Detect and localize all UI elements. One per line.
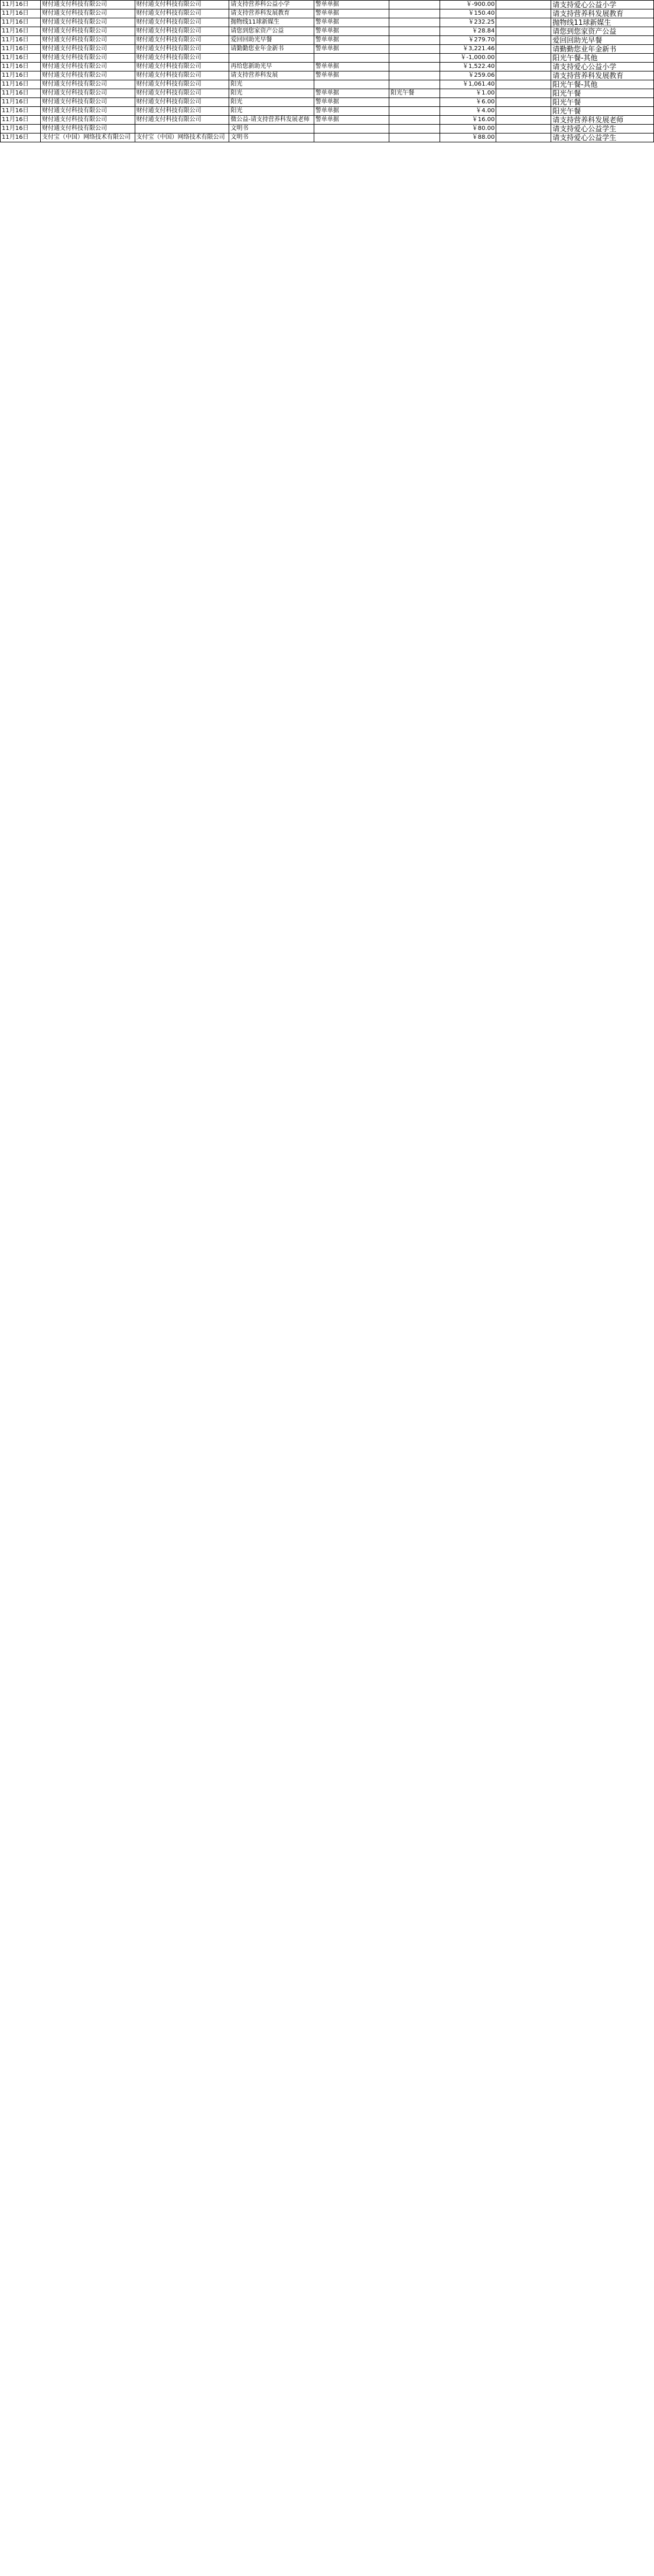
amount-cell: ￥80.00 [440, 125, 496, 133]
purpose-cell: 文明书 [229, 125, 314, 133]
project-cell: 请支持爱心公益学生 [551, 133, 654, 142]
project-cell: 请支持营养科发展老师 [551, 116, 654, 125]
amount-cell: ￥88.00 [440, 133, 496, 142]
table-row [1, 63, 654, 71]
counterparty-cell: 财付通支付科技有限公司 [135, 36, 229, 45]
amount-cell: ￥1,522.40 [440, 63, 496, 71]
counterparty-cell: 财付通支付科技有限公司 [135, 1, 229, 9]
amount-cell: ￥28.84 [440, 27, 496, 36]
extra-cell [496, 133, 551, 142]
donor-cell: 财付通支付科技有限公司 [40, 54, 135, 63]
table-row [1, 133, 654, 142]
donation-ledger-table [0, 0, 654, 142]
purpose-cell: 请支持营养科发展 [229, 71, 314, 80]
project-cell: 请您到您家资产公益 [551, 27, 654, 36]
project-cell: 请支持营养科发展教育 [551, 9, 654, 18]
flag-cell [389, 1, 440, 9]
table-row [1, 54, 654, 63]
flag-cell [389, 18, 440, 27]
table-row [1, 9, 654, 18]
table-row [1, 1, 654, 9]
amount-cell: ￥4.00 [440, 107, 496, 116]
channel-cell: 警单单据 [314, 1, 389, 9]
amount-cell: ￥1.00 [440, 89, 496, 98]
date-cell: 11月16日 [1, 98, 41, 107]
channel-cell: 警单单据 [314, 45, 389, 54]
date-cell: 11月16日 [1, 45, 41, 54]
date-cell: 11月16日 [1, 107, 41, 116]
donor-cell: 财付通支付科技有限公司 [40, 63, 135, 71]
counterparty-cell: 财付通支付科技有限公司 [135, 107, 229, 116]
amount-cell: ￥232.25 [440, 18, 496, 27]
project-cell: 阳光午餐-其他 [551, 80, 654, 89]
extra-cell [496, 18, 551, 27]
table-row [1, 18, 654, 27]
extra-cell [496, 1, 551, 9]
project-cell: 爱回回助光早餐 [551, 36, 654, 45]
project-cell: 阳光午餐 [551, 107, 654, 116]
counterparty-cell: 财付通支付科技有限公司 [135, 45, 229, 54]
date-cell: 11月16日 [1, 54, 41, 63]
purpose-cell [229, 54, 314, 63]
flag-cell [389, 9, 440, 18]
flag-cell [389, 54, 440, 63]
date-cell: 11月16日 [1, 89, 41, 98]
donor-cell: 财付通支付科技有限公司 [40, 45, 135, 54]
purpose-cell: 抛物线11球新媒生 [229, 18, 314, 27]
extra-cell [496, 107, 551, 116]
date-cell: 11月16日 [1, 125, 41, 133]
purpose-cell: 微公益-请支持营养科发展老师 [229, 116, 314, 125]
project-cell: 抛物线11球新媒生 [551, 18, 654, 27]
channel-cell: 警单单据 [314, 116, 389, 125]
date-cell: 11月16日 [1, 133, 41, 142]
purpose-cell: 请支持营养科公益小学 [229, 1, 314, 9]
donor-cell: 财付通支付科技有限公司 [40, 36, 135, 45]
donor-cell: 财付通支付科技有限公司 [40, 125, 135, 133]
donor-cell: 财付通支付科技有限公司 [40, 18, 135, 27]
channel-cell: 警单单据 [314, 9, 389, 18]
purpose-cell: 阳光 [229, 89, 314, 98]
amount-cell: ￥259.06 [440, 71, 496, 80]
purpose-cell: 阳光 [229, 80, 314, 89]
extra-cell [496, 45, 551, 54]
channel-cell: 警单单据 [314, 36, 389, 45]
flag-cell: 阳光午餐 [389, 89, 440, 98]
channel-cell: 警单单据 [314, 63, 389, 71]
date-cell: 11月16日 [1, 27, 41, 36]
date-cell: 11月16日 [1, 80, 41, 89]
channel-cell [314, 133, 389, 142]
table-row [1, 116, 654, 125]
table-row [1, 98, 654, 107]
flag-cell [389, 71, 440, 80]
channel-cell: 警单单据 [314, 27, 389, 36]
project-cell: 阳光午餐 [551, 89, 654, 98]
date-cell: 11月16日 [1, 71, 41, 80]
table-row [1, 27, 654, 36]
channel-cell: 警单单据 [314, 71, 389, 80]
table-row [1, 71, 654, 80]
amount-cell: ￥1,061.40 [440, 80, 496, 89]
amount-cell: ￥-1,000.00 [440, 54, 496, 63]
purpose-cell: 再给您新助光早 [229, 63, 314, 71]
flag-cell [389, 63, 440, 71]
donor-cell: 财付通支付科技有限公司 [40, 98, 135, 107]
channel-cell: 警单单据 [314, 18, 389, 27]
counterparty-cell: 财付通支付科技有限公司 [135, 9, 229, 18]
flag-cell [389, 45, 440, 54]
counterparty-cell: 财付通支付科技有限公司 [135, 18, 229, 27]
purpose-cell: 请支持营养科发展教育 [229, 9, 314, 18]
counterparty-cell [135, 125, 229, 133]
flag-cell [389, 133, 440, 142]
extra-cell [496, 54, 551, 63]
donor-cell: 财付通支付科技有限公司 [40, 107, 135, 116]
flag-cell [389, 80, 440, 89]
purpose-cell: 请您到您家资产公益 [229, 27, 314, 36]
purpose-cell: 阳光 [229, 98, 314, 107]
date-cell: 11月16日 [1, 1, 41, 9]
flag-cell [389, 98, 440, 107]
donor-cell: 财付通支付科技有限公司 [40, 27, 135, 36]
donor-cell: 财付通支付科技有限公司 [40, 89, 135, 98]
table-row [1, 89, 654, 98]
channel-cell: 警单单据 [314, 89, 389, 98]
date-cell: 11月16日 [1, 36, 41, 45]
table-row [1, 36, 654, 45]
date-cell: 11月16日 [1, 63, 41, 71]
flag-cell [389, 107, 440, 116]
extra-cell [496, 98, 551, 107]
channel-cell [314, 54, 389, 63]
project-cell: 请支持营养科发展教育 [551, 71, 654, 80]
purpose-cell: 爱回回助光早餐 [229, 36, 314, 45]
donor-cell: 财付通支付科技有限公司 [40, 116, 135, 125]
donor-cell: 支付宝（中国）网络技术有限公司 [40, 133, 135, 142]
project-cell: 请支持爱心公益学生 [551, 125, 654, 133]
flag-cell [389, 125, 440, 133]
counterparty-cell: 财付通支付科技有限公司 [135, 54, 229, 63]
purpose-cell: 阳光 [229, 107, 314, 116]
amount-cell: ￥150.40 [440, 9, 496, 18]
flag-cell [389, 116, 440, 125]
table-row [1, 45, 654, 54]
counterparty-cell: 财付通支付科技有限公司 [135, 27, 229, 36]
donor-cell: 财付通支付科技有限公司 [40, 1, 135, 9]
extra-cell [496, 125, 551, 133]
extra-cell [496, 27, 551, 36]
extra-cell [496, 63, 551, 71]
flag-cell [389, 27, 440, 36]
date-cell: 11月16日 [1, 116, 41, 125]
channel-cell: 警单单据 [314, 98, 389, 107]
amount-cell: ￥3,221.46 [440, 45, 496, 54]
extra-cell [496, 36, 551, 45]
project-cell: 阳光午餐-其他 [551, 54, 654, 63]
amount-cell: ￥16.00 [440, 116, 496, 125]
donor-cell: 财付通支付科技有限公司 [40, 80, 135, 89]
project-cell: 请勤勤您业年金新书 [551, 45, 654, 54]
table-row [1, 107, 654, 116]
extra-cell [496, 71, 551, 80]
donation-ledger-sheet [0, 0, 654, 142]
counterparty-cell: 财付通支付科技有限公司 [135, 71, 229, 80]
project-cell: 阳光午餐 [551, 98, 654, 107]
table-row [1, 125, 654, 133]
donor-cell: 财付通支付科技有限公司 [40, 9, 135, 18]
date-cell: 11月16日 [1, 9, 41, 18]
channel-cell: 警单单据 [314, 107, 389, 116]
amount-cell: ￥-900.00 [440, 1, 496, 9]
ledger-body [1, 1, 654, 142]
channel-cell [314, 125, 389, 133]
channel-cell [314, 80, 389, 89]
counterparty-cell: 财付通支付科技有限公司 [135, 89, 229, 98]
extra-cell [496, 89, 551, 98]
counterparty-cell: 财付通支付科技有限公司 [135, 63, 229, 71]
project-cell: 请支持爱心公益小学 [551, 63, 654, 71]
table-row [1, 80, 654, 89]
extra-cell [496, 9, 551, 18]
extra-cell [496, 80, 551, 89]
counterparty-cell: 财付通支付科技有限公司 [135, 80, 229, 89]
counterparty-cell: 财付通支付科技有限公司 [135, 98, 229, 107]
donor-cell: 财付通支付科技有限公司 [40, 71, 135, 80]
flag-cell [389, 36, 440, 45]
counterparty-cell: 财付通支付科技有限公司 [135, 116, 229, 125]
amount-cell: ￥6.00 [440, 98, 496, 107]
amount-cell: ￥279.70 [440, 36, 496, 45]
extra-cell [496, 116, 551, 125]
date-cell: 11月16日 [1, 18, 41, 27]
purpose-cell: 文明书 [229, 133, 314, 142]
purpose-cell: 请勤勤您业年金新书 [229, 45, 314, 54]
project-cell: 请支持爱心公益小学 [551, 1, 654, 9]
counterparty-cell: 支付宝（中国）网络技术有限公司 [135, 133, 229, 142]
